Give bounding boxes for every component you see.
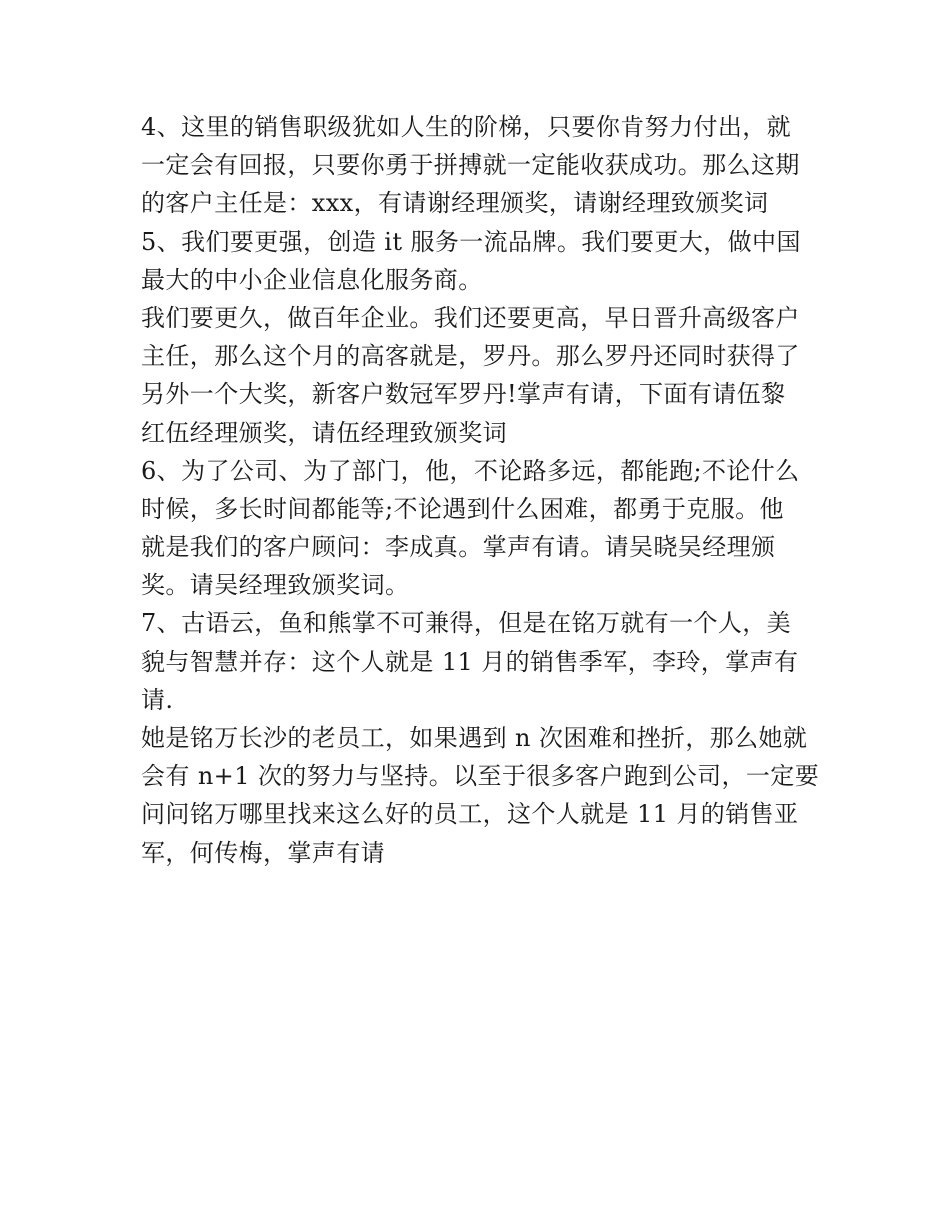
text-line: 红伍经理颁奖，请伍经理致颁奖词 — [141, 418, 507, 447]
text-line: 军，何传梅，掌声有请 — [141, 838, 385, 867]
text-line: 时候，多长时间都能等;不论遇到什么困难，都勇于克服。他 — [141, 494, 784, 523]
text-line: 请. — [141, 685, 174, 714]
text-line: 貌与智慧并存：这个人就是 11 月的销售季军，李玲，掌声有 — [141, 647, 799, 676]
text-line: 一定会有回报，只要你勇于拼搏就一定能收获成功。那么这期 — [141, 151, 800, 180]
text-line: 会有 n+1 次的努力与坚持。以至于很多客户跑到公司，一定要 — [141, 762, 820, 791]
text-line: 5、我们要更强，创造 it 服务一流品牌。我们要更大，做中国 — [141, 227, 801, 256]
paragraph-5 — [141, 223, 821, 299]
text-line: 的客户主任是：xxx，有请谢经理颁奖，请谢经理致颁奖词 — [141, 189, 769, 218]
paragraph-6 — [141, 452, 821, 605]
text-line: 奖。请吴经理致颁奖词。 — [141, 571, 410, 600]
text-line: 4、这里的销售职级犹如人生的阶梯，只要你肯努力付出，就 — [141, 113, 792, 141]
paragraph-4 — [141, 108, 821, 223]
text-line: 问问铭万哪里找来这么好的员工，这个人就是 11 月的销售亚 — [141, 800, 799, 829]
paragraph-7-continued — [141, 719, 821, 872]
text-line: 她是铭万长沙的老员工，如果遇到 n 次困难和挫折，那么她就 — [141, 724, 808, 752]
paragraph-7 — [141, 604, 821, 719]
text-line: 6、为了公司、为了部门，他，不论路多远，都能跑;不论什么 — [141, 456, 800, 485]
document-body — [141, 108, 821, 872]
text-line: 主任，那么这个月的高客就是，罗丹。那么罗丹还同时获得了 — [141, 342, 800, 371]
text-line: 另外一个大奖，新客户数冠军罗丹!掌声有请，下面有请伍黎 — [141, 380, 786, 409]
text-line: 7、古语云，鱼和熊掌不可兼得，但是在铭万就有一个人，美 — [141, 609, 792, 638]
text-line: 就是我们的客户顾问：李成真。掌声有请。请吴晓吴经理颁 — [141, 533, 776, 562]
paragraph-5-continued — [141, 299, 821, 452]
text-line: 我们要更久，做百年企业。我们还要更高，早日晋升高级客户 — [141, 303, 800, 332]
text-line: 最大的中小企业信息化服务商。 — [141, 265, 483, 294]
